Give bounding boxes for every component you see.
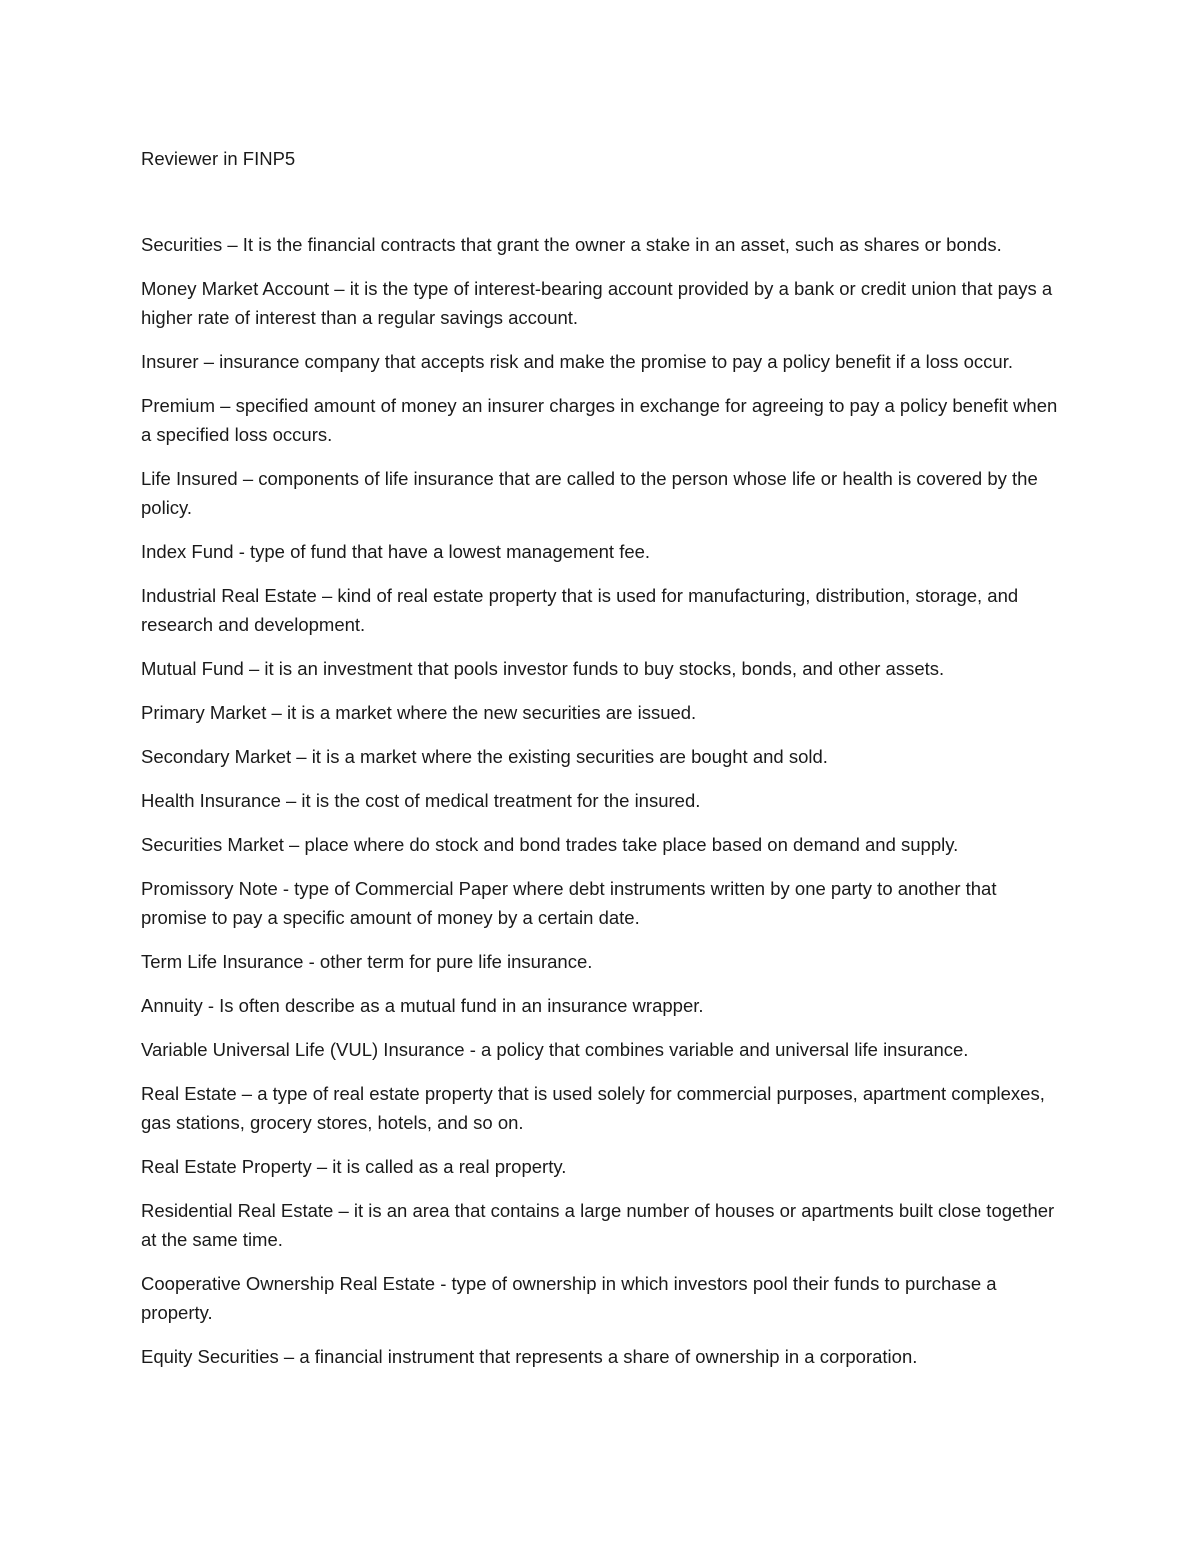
definition-entry: Mutual Fund – it is an investment that pools investor funds to buy stocks, bonds, and other assets. <box>141 658 945 679</box>
definition-list <box>141 230 1061 1386</box>
definition-entry: Equity Securities – a financial instrument that represents a share of ownership in a corporation. <box>141 1346 918 1367</box>
definition-entry: Secondary Market – it is a market where the existing securities are bought and sold. <box>141 746 828 767</box>
definition-entry: Real Estate – a type of real estate property that is used solely for commercial purposes, apartment complexes, gas stations, grocery stores, hotels, and so on. <box>141 1083 1045 1133</box>
definition-entry: Insurer – insurance company that accepts risk and make the promise to pay a policy benefit if a loss occur. <box>141 351 1013 372</box>
document-title: Reviewer in FINP5 <box>141 148 296 169</box>
definition-entry: Premium – specified amount of money an insurer charges in exchange for agreeing to pay a policy benefit when a specified loss occurs. <box>141 395 1058 445</box>
definition-entry: Promissory Note - type of Commercial Paper where debt instruments written by one party to another that promise to pay a specific amount of money by a certain date. <box>141 878 997 928</box>
definition-entry: Variable Universal Life (VUL) Insurance - a policy that combines variable and universal life insurance. <box>141 1039 969 1060</box>
definition-entry: Index Fund - type of fund that have a lowest management fee. <box>141 541 651 562</box>
definition-entry: Primary Market – it is a market where the new securities are issued. <box>141 702 697 723</box>
definition-entry: Cooperative Ownership Real Estate - type of ownership in which investors pool their funds to purchase a property. <box>141 1273 997 1323</box>
definition-entry: Real Estate Property – it is called as a real property. <box>141 1156 567 1177</box>
definition-entry: Health Insurance – it is the cost of medical treatment for the insured. <box>141 790 701 811</box>
definition-entry: Residential Real Estate – it is an area that contains a large number of houses or apartments built close together at the same time. <box>141 1200 1055 1250</box>
definition-entry: Money Market Account – it is the type of interest-bearing account provided by a bank or credit union that pays a higher rate of interest than a regular savings account. <box>141 278 1053 328</box>
definition-entry: Life Insured – components of life insurance that are called to the person whose life or health is covered by the policy. <box>141 468 1038 518</box>
definition-entry: Industrial Real Estate – kind of real estate property that is used for manufacturing, distribution, storage, and research and development. <box>141 585 1019 635</box>
definition-entry: Securities – It is the financial contracts that grant the owner a stake in an asset, such as shares or bonds. <box>141 234 1002 255</box>
definition-entry: Securities Market – place where do stock and bond trades take place based on demand and supply. <box>141 834 959 855</box>
definition-entry: Annuity - Is often describe as a mutual fund in an insurance wrapper. <box>141 995 704 1016</box>
definition-entry: Term Life Insurance - other term for pure life insurance. <box>141 951 593 972</box>
